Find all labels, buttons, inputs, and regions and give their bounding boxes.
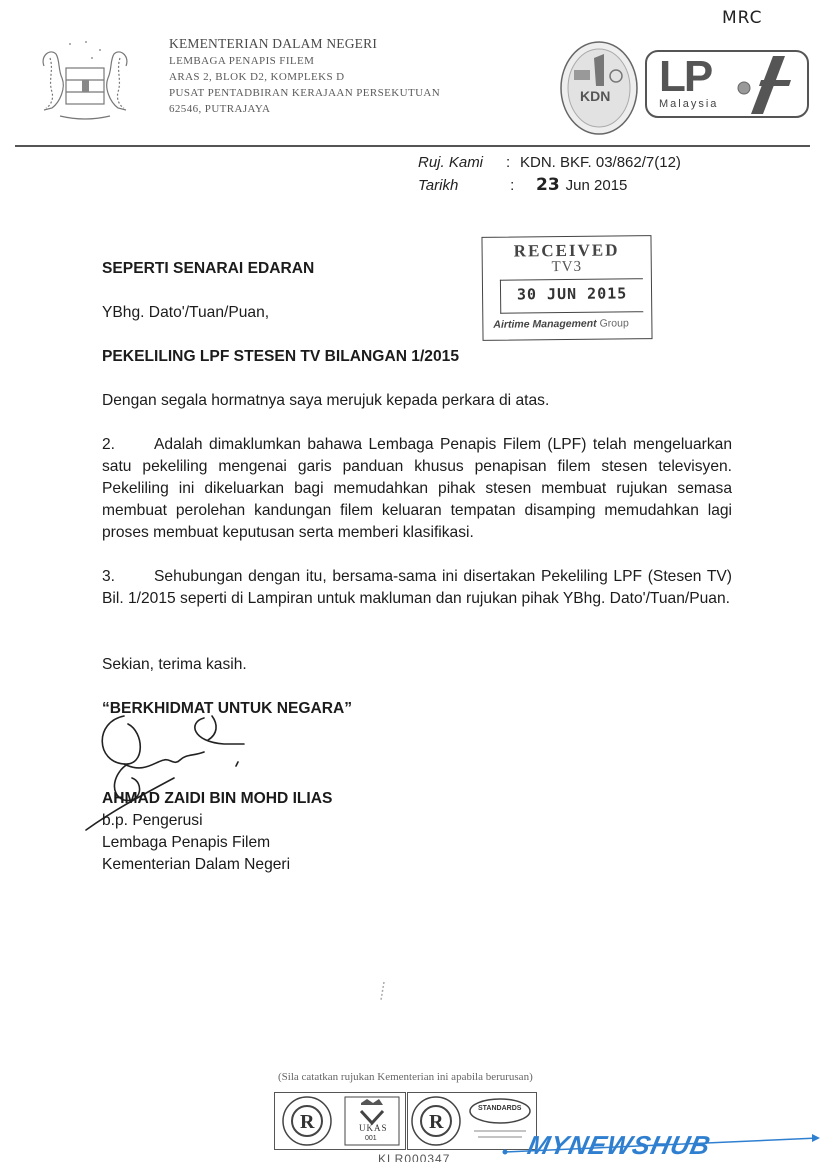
subject-heading: PEKELILING LPF STESEN TV BILANGAN 1/2015 bbox=[102, 348, 459, 365]
address-line: PUSAT PENTADBIRAN KERAJAAN PERSEKUTUAN bbox=[169, 87, 441, 99]
signatory-org: Lembaga Penapis Filem bbox=[102, 834, 271, 851]
date-line: Tarikh : 23 Jun 2015 bbox=[418, 175, 628, 195]
watermark-text: MYNEWSHUB bbox=[524, 1130, 714, 1160]
reference-value: KDN. BKF. 03/862/7(12) bbox=[520, 154, 681, 171]
letterhead-address bbox=[169, 53, 440, 117]
motto: “BERKHIDMAT UNTUK NEGARA” bbox=[102, 700, 353, 717]
address-line: ARAS 2, BLOK D2, KOMPLEKS D bbox=[169, 71, 345, 83]
quality-assurance-r-icon bbox=[275, 1093, 405, 1149]
received-stamp bbox=[481, 235, 652, 341]
paragraph-text: Adalah dimaklumkan bahawa Lembaga Penapis Filem (LPF) telah mengeluarkan satu pekeliling mengenai garis panduan khusus penapisan filem stesen televisyen. Pekeliling ini dikeluarkan bagi memudahkan pihak stesen membuat rujukan semasa membuat perolehan kandungan filem keluaran tempatan disamping memudahkan lagi proses membuat keputusan serta memberi klasifikasi. bbox=[102, 436, 732, 541]
lpf-malaysia-logo bbox=[645, 50, 809, 118]
handwritten-mrc: MRC bbox=[722, 8, 763, 28]
stamp-dept-rest: Group bbox=[596, 317, 629, 330]
paragraph-text: Sehubungan dengan itu, bersama-sama ini disertakan Pekeliling LPF (Stesen TV) Bil. 1/2015 seperti di Lampiran untuk makluman dan rujukan pihak YBhg. Dato'/Tuan/Puan. bbox=[102, 568, 732, 607]
letterhead-ministry: KEMENTERIAN DALAM NEGERI bbox=[169, 36, 378, 51]
paragraph-2 bbox=[102, 434, 732, 544]
kdn-logo-text: KDN bbox=[580, 88, 611, 104]
paragraph-3 bbox=[102, 566, 732, 610]
lpf-logo-subtext: Malaysia bbox=[659, 98, 719, 110]
date-month-year: Jun 2015 bbox=[565, 177, 628, 194]
stamp-title: RECEIVED bbox=[513, 240, 620, 261]
ukas-label: UKAS bbox=[359, 1123, 388, 1133]
salutation: YBhg. Dato'/Tuan/Puan, bbox=[102, 304, 270, 321]
svg-text:R: R bbox=[429, 1111, 444, 1133]
certification-box-1 bbox=[274, 1092, 406, 1150]
pen-mark bbox=[378, 980, 388, 1002]
address-line: 62546, PUTRAJAYA bbox=[169, 103, 271, 115]
stamp-date: 30 JUN 2015 bbox=[516, 284, 628, 304]
signatory-ministry: Kementerian Dalam Negeri bbox=[102, 856, 291, 873]
reference-line: Ruj. Kami : KDN. BKF. 03/862/7(12) bbox=[418, 154, 681, 171]
paragraph-number: 3. bbox=[102, 568, 116, 585]
stamp-dept-bold: Airtime Management bbox=[493, 317, 597, 331]
address-line: LEMBAGA PENAPIS FILEM bbox=[169, 55, 315, 67]
recipient: SEPERTI SENARAI EDARAN bbox=[102, 260, 315, 277]
footer-code: KLR000347 bbox=[378, 1152, 451, 1162]
signatory-title: b.p. Pengerusi bbox=[102, 812, 203, 829]
stamp-station: TV3 bbox=[551, 258, 583, 276]
mynewshub-watermark bbox=[502, 1130, 822, 1160]
kdn-logo bbox=[558, 40, 640, 136]
opening-sentence: Dengan segala hormatnya saya merujuk kepada perkara di atas. bbox=[102, 392, 550, 409]
malaysia-coat-of-arms-logo bbox=[30, 36, 140, 126]
footer-note: (Sila catatkan rujukan Kementerian ini apabila berurusan) bbox=[278, 1071, 533, 1083]
lpf-logo-text: LP bbox=[659, 52, 712, 101]
header-divider bbox=[15, 145, 810, 147]
date-day-handwritten: 23 bbox=[536, 175, 560, 195]
standards-label: STANDARDS bbox=[478, 1105, 522, 1112]
date-label: Tarikh bbox=[418, 177, 459, 194]
svg-text:R: R bbox=[300, 1111, 315, 1133]
signatory-name: AHMAD ZAIDI BIN MOHD ILIAS bbox=[102, 790, 333, 807]
paragraph-number: 2. bbox=[102, 436, 116, 453]
closing: Sekian, terima kasih. bbox=[102, 656, 247, 673]
reference-label: Ruj. Kami bbox=[418, 154, 484, 171]
ukas-number: 001 bbox=[365, 1135, 377, 1142]
